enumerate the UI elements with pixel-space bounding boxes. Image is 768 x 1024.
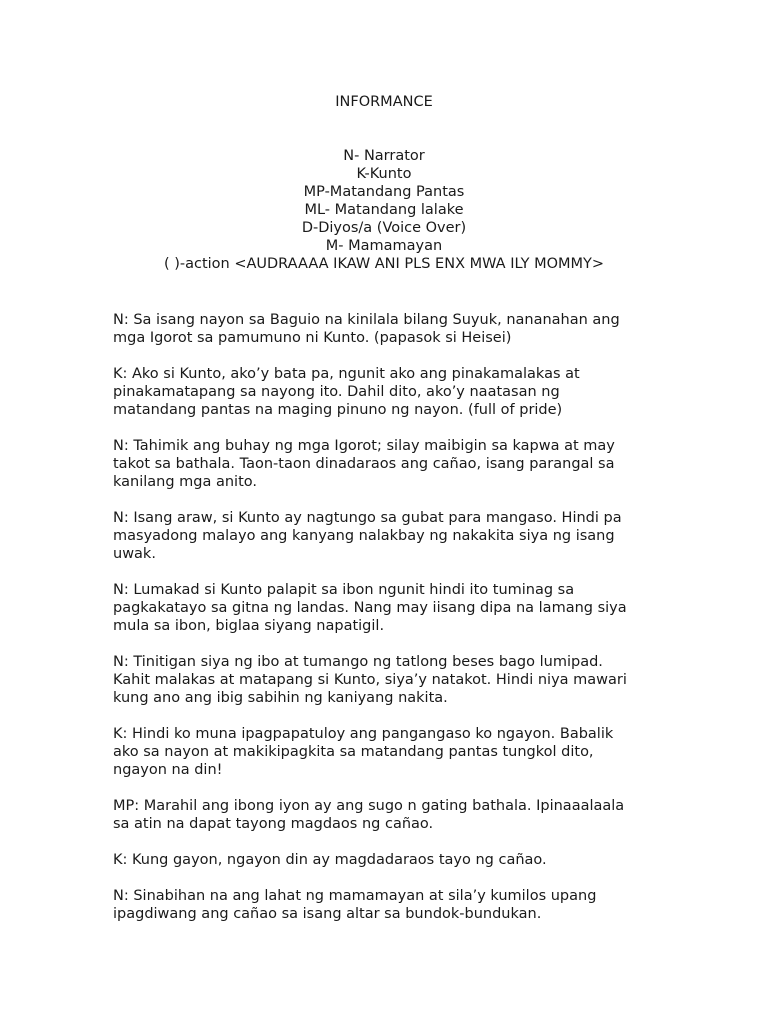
legend-line-diyos: D-Diyos/a (Voice Over): [301, 220, 467, 236]
script-paragraph: N: Tinitigan siya ng ibo at tumango ng tatlong beses bago lumipad. Kahit malakas at matapang si Kunto, siya’y natakot. Hindi niya mawari kung ano ang ibig sabihin ng kaniyang nakita.: [113, 654, 627, 706]
script-paragraph: K: Ako si Kunto, ako’y bata pa, ngunit ako ang pinakamalakas at pinakamatapang sa nayong ito. Dahil dito, ako’y naatasan ng matandang pantas na maging pinuno ng nayon. (full of pride): [113, 366, 580, 418]
script-paragraph: K: Kung gayon, ngayon din ay magdadaraos tayo ng cañao.: [113, 852, 547, 868]
legend-line-action: ( )-action <AUDRAAAA IKAW ANI PLS ENX MWA ILY MOMMY>: [163, 256, 605, 272]
script-paragraph: N: Sa isang nayon sa Baguio na kinilala bilang Suyuk, nananahan ang mga Igorot sa pamumuno ni Kunto. (papasok si Heisei): [113, 312, 620, 346]
script-paragraph: N: Lumakad si Kunto palapit sa ibon ngunit hindi ito tuminag sa pagkakatayo sa gitna ng landas. Nang may iisang dipa na lamang siya mula sa ibon, biglaa siyang napatigil.: [113, 582, 627, 634]
script-body: [113, 311, 663, 941]
legend-line-kunto: K-Kunto: [356, 166, 412, 182]
script-paragraph: MP: Marahil ang ibong iyon ay ang sugo n gating bathala. Ipinaaalaala sa atin na dapat tayong magdaos ng cañao.: [113, 798, 625, 832]
script-paragraph: N: Tahimik ang buhay ng mga Igorot; silay maibigin sa kapwa at may takot sa bathala. Taon-taon dinadaraos ang cañao, isang parangal sa kanilang mga anito.: [113, 438, 615, 490]
script-paragraph: N: Isang araw, si Kunto ay nagtungo sa gubat para mangaso. Hindi pa masyadong malayo ang kanyang nalakbay ng nakakita siya ng isang uwak.: [113, 510, 622, 562]
script-paragraph: K: Hindi ko muna ipagpapatuloy ang pangangaso ko ngayon. Babalik ako sa nayon at makikipagkita sa matandang pantas tungkol dito, ngayon na din!: [113, 726, 614, 778]
document-title: INFORMANCE: [335, 94, 433, 110]
legend-line-matandang-pantas: MP-Matandang Pantas: [303, 184, 465, 200]
legend-line-matandang-lalake: ML- Matandang lalake: [304, 202, 464, 218]
script-paragraph: N: Sinabihan na ang lahat ng mamamayan at sila’y kumilos upang ipagdiwang ang cañao sa isang altar sa bundok-bundukan.: [113, 888, 597, 922]
character-legend: [0, 147, 768, 273]
legend-line-mamamayan: M- Mamamayan: [325, 238, 443, 254]
legend-line-narrator: N- Narrator: [343, 148, 425, 164]
